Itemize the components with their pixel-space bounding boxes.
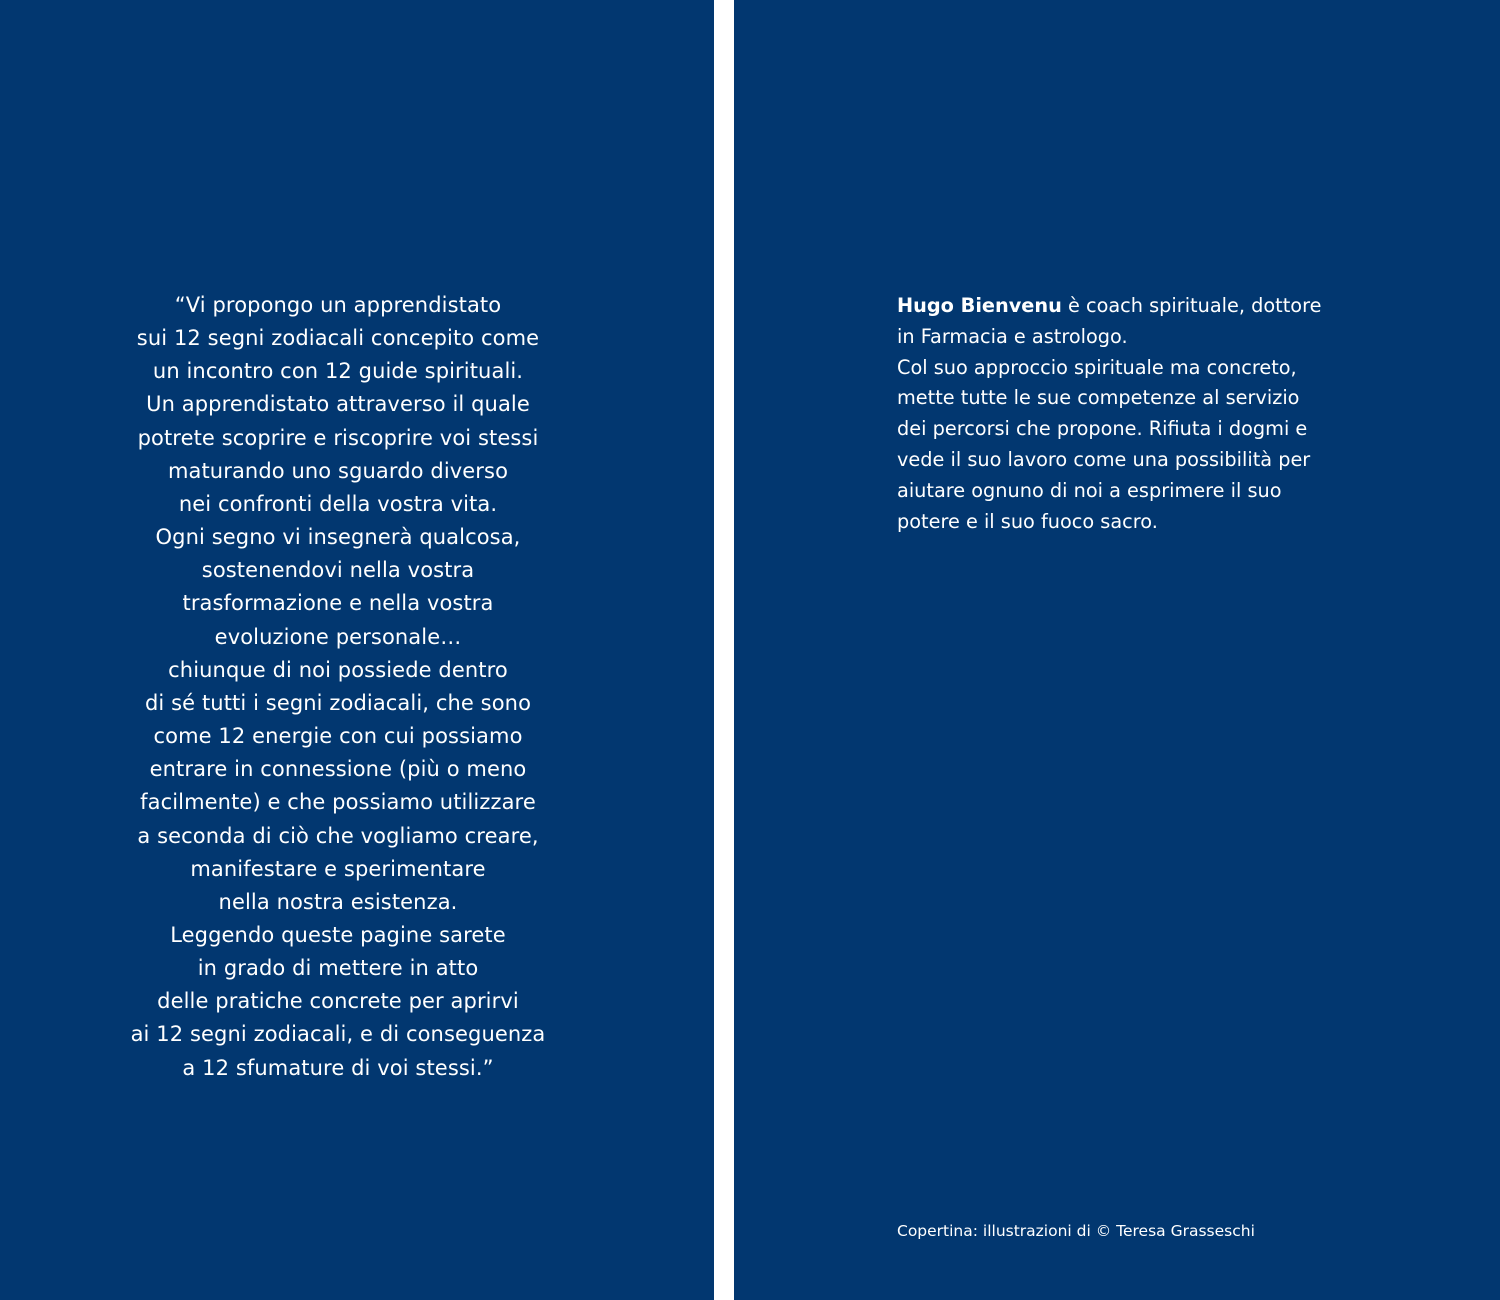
flap-panel bbox=[734, 0, 1500, 1300]
quote-line: entrare in connessione (più o meno bbox=[149, 757, 527, 782]
author-name: Hugo Bienvenu bbox=[897, 294, 1062, 317]
quote-line: ai 12 segni zodiacali, e di conseguenza bbox=[130, 1022, 546, 1047]
quote-line: di sé tutti i segni zodiacali, che sono bbox=[144, 690, 532, 715]
bio-line: dei percorsi che propone. Rifiuta i dogmi e bbox=[897, 417, 1308, 441]
quote-line: potrete scoprire e riscoprire voi stessi bbox=[137, 425, 539, 450]
quote-line: Un apprendistato attraverso il quale bbox=[146, 392, 530, 417]
bio-first-line bbox=[897, 291, 1487, 322]
quote-line: evoluzione personale… bbox=[214, 624, 462, 649]
quote-line: sostenendovi nella vostra bbox=[201, 558, 475, 583]
bio-line: mette tutte le sue competenze al servizio bbox=[897, 386, 1300, 410]
back-cover-panel bbox=[0, 0, 714, 1300]
quote-line: un incontro con 12 guide spirituali. bbox=[152, 359, 524, 384]
quote-line: maturando uno sguardo diverso bbox=[167, 458, 509, 483]
quote-line: a seconda di ciò che vogliamo creare, bbox=[137, 823, 539, 848]
cover-credit: Copertina: illustrazioni di © Teresa Grasseschi bbox=[897, 1222, 1255, 1240]
bio-line: vede il suo lavoro come una possibilità per bbox=[897, 447, 1311, 471]
bio-line: in Farmacia e astrologo. bbox=[897, 324, 1128, 348]
quote-line: nella nostra esistenza. bbox=[218, 889, 458, 914]
quote-line: facilmente) e che possiamo utilizzare bbox=[140, 790, 536, 815]
bio-first-line-text: è coach spirituale, dottore bbox=[1061, 294, 1322, 317]
bio-line: potere e il suo fuoco sacro. bbox=[897, 509, 1158, 533]
quote-line: Leggendo queste pagine sarete bbox=[170, 922, 506, 947]
bio-line: Col suo approccio spirituale ma concreto, bbox=[897, 355, 1297, 379]
quote-line: Ogni segno vi insegnerà qualcosa, bbox=[155, 525, 521, 550]
quote-line: come 12 energie con cui possiamo bbox=[153, 724, 523, 749]
quote-line: chiunque di noi possiede dentro bbox=[168, 657, 508, 682]
quote-line: in grado di mettere in atto bbox=[197, 956, 479, 981]
quote-line: sui 12 segni zodiacali concepito come bbox=[136, 326, 540, 351]
quote-line: manifestare e sperimentare bbox=[190, 856, 486, 881]
back-cover-quote bbox=[0, 289, 676, 1085]
author-bio bbox=[897, 291, 1487, 537]
quote-line: a 12 sfumature di voi stessi.” bbox=[182, 1055, 494, 1080]
quote-line: “Vi propongo un apprendistato bbox=[174, 293, 502, 317]
quote-line: nei confronti della vostra vita. bbox=[178, 491, 498, 516]
bio-line: aiutare ognuno di noi a esprimere il suo bbox=[897, 478, 1282, 502]
quote-line: trasformazione e nella vostra bbox=[182, 591, 494, 616]
quote-line: delle pratiche concrete per aprirvi bbox=[157, 989, 519, 1014]
